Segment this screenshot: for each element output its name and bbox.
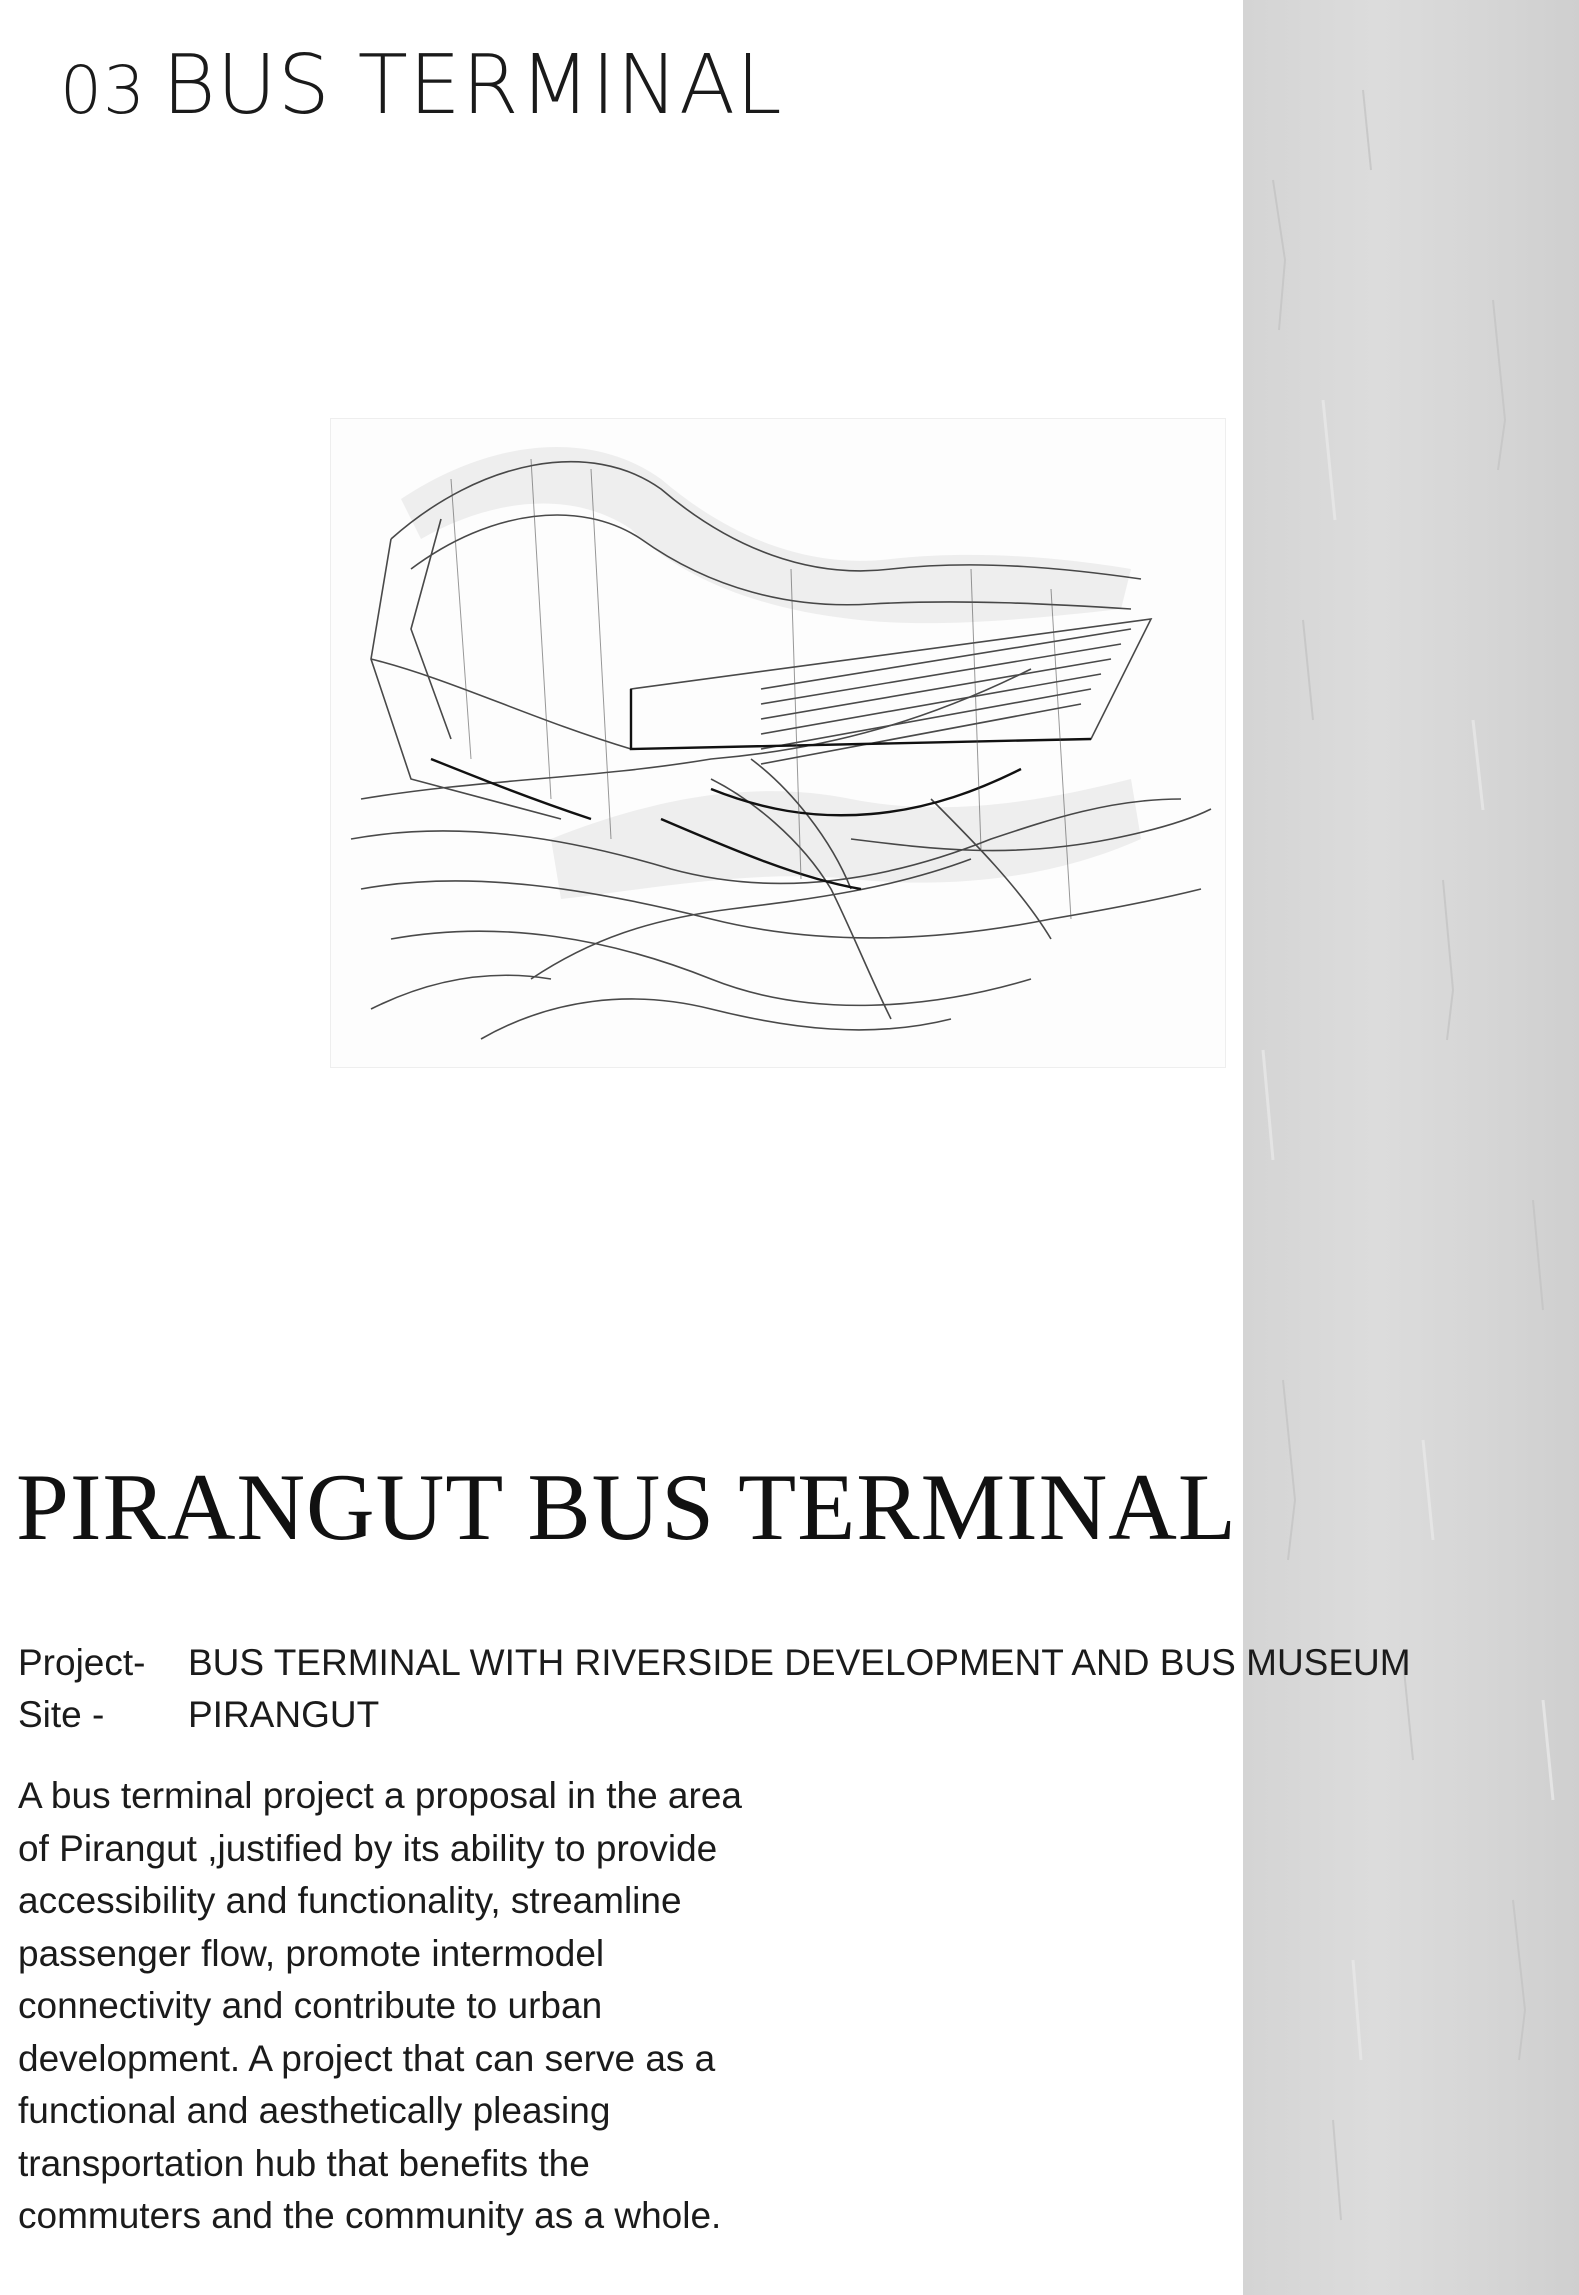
description-line: passenger flow, promote intermodel	[18, 1932, 605, 1974]
project-title: PIRANGUT BUS TERMINAL	[16, 1454, 1237, 1560]
site-label: Site -	[18, 1694, 105, 1735]
description-line: connectivity and contribute to urban	[18, 1985, 603, 2026]
terminal-sketch-drawing	[331, 419, 1225, 1067]
side-panel-texture	[1243, 0, 1579, 2295]
description-line: accessibility and functionality, streamline	[18, 1880, 682, 1921]
project-label: Project-	[18, 1642, 146, 1683]
description-line: transportation hub that benefits the	[18, 2142, 590, 2184]
project-value: BUS TERMINAL WITH RIVERSIDE DEVELOPMENT AND BUS MUSEUM	[188, 1642, 1411, 1683]
project-description	[18, 1770, 848, 2243]
description-line: commuters and the community as a whole.	[18, 2195, 722, 2236]
description-line: functional and aesthetically pleasing	[18, 2090, 611, 2131]
section-number: 03	[60, 52, 146, 129]
terminal-sketch-image	[330, 418, 1226, 1068]
section-title: BUS TERMINAL	[161, 38, 783, 133]
description-line: of Pirangut ,justified by its ability to provide	[18, 1827, 718, 1869]
description-line: development. A project that can serve as a	[18, 2037, 716, 2079]
site-value: PIRANGUT	[188, 1694, 380, 1735]
paper-texture-graphic	[1243, 0, 1579, 2295]
site-detail-row	[18, 1694, 379, 1736]
page-heading	[60, 38, 783, 133]
project-detail-row	[18, 1642, 1411, 1684]
description-line: A bus terminal project a proposal in the area	[18, 1775, 742, 1816]
